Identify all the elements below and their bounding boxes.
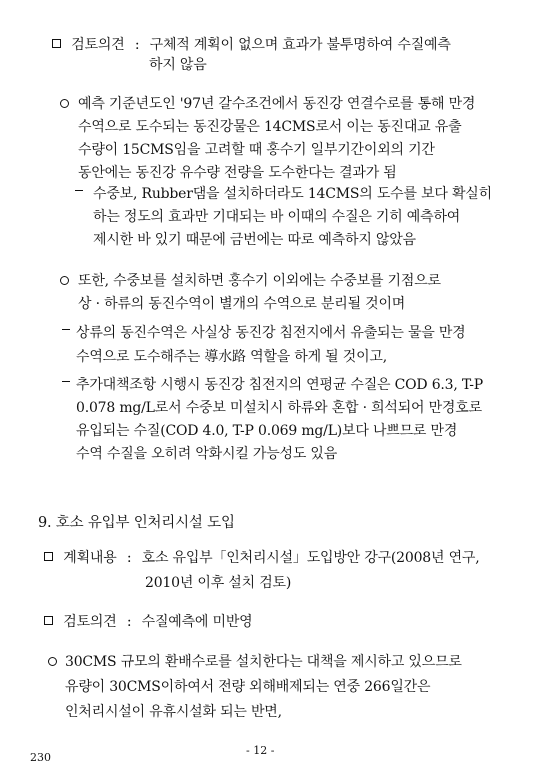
dash2-line-2: 수역으로 도수해주는 導水路 역할을 하게 될 것이고, — [76, 349, 387, 365]
bullet1-line-1: 예측 기준년도인 '97년 갈수조건에서 동진강 연결수로를 통해 만경 — [78, 96, 476, 112]
review2-colon: : — [126, 614, 132, 630]
review-opinion-2 — [44, 615, 252, 629]
plan-text-line-2: 2010년 이후 설치 검토) — [145, 575, 292, 591]
dash1-line-1: 수중보, Rubber댐을 설치하더라도 14CMS의 도수를 보다 확실히 — [93, 186, 492, 202]
checkbox-square-icon — [44, 552, 53, 561]
bullet1-line-2: 수역으로 도수되는 동진강물은 14CMS로서 이는 동진대교 유출 — [78, 119, 462, 135]
bullet3-line-1: 30CMS 규모의 환배수로를 설치한다는 대책을 제시하고 있으므로 — [65, 654, 462, 670]
plan-label: 계획내용 — [63, 550, 117, 566]
dash-bullet-icon — [62, 329, 70, 330]
dash2-line-1: 상류의 동진수역은 사실상 동진강 침전지에서 유출되는 물을 만경 — [76, 325, 466, 341]
checkbox-square-icon — [52, 39, 61, 48]
bullet3-line-3: 인처리시설이 유휴시설화 되는 반면, — [65, 704, 282, 720]
checkbox-square-icon — [44, 616, 53, 625]
section-heading: 9. 호소 유입부 인처리시설 도입 — [38, 515, 235, 531]
dash3-line-1: 추가대책조항 시행시 동진강 침전지의 연평균 수질은 COD 6.3, T-P — [76, 377, 483, 393]
bullet1-line-4: 동안에는 동진강 유수량 전량을 도수한다는 결과가 됨 — [78, 165, 397, 181]
bullet2-line-2: 상 · 하류의 동진수역이 별개의 수역으로 분리될 것이며 — [78, 296, 406, 312]
review-colon: : — [134, 37, 140, 53]
bullet2-line-1: 또한, 수중보를 설치하면 홍수기 이외에는 수중보를 기점으로 — [78, 273, 441, 289]
dash1-line-2: 하는 정도의 효과만 기대되는 바 이때의 수질은 기히 예측하여 — [93, 209, 461, 225]
circle-bullet-icon — [60, 99, 69, 108]
review-label: 검토의견 — [71, 37, 125, 53]
dash3-line-3: 유입되는 수질(COD 4.0, T-P 0.069 mg/L)보다 나쁘므로 만경 — [76, 423, 458, 439]
bullet1-line-3: 수량이 15CMS임을 고려할 때 홍수기 일부기간이외의 기간 — [78, 142, 435, 158]
circle-bullet-icon — [60, 276, 69, 285]
dash3-line-2: 0.078 mg/L로서 수중보 미설치시 하류와 혼합 · 희석되어 만경호로 — [76, 400, 482, 416]
dash-bullet-icon — [75, 190, 83, 191]
plan-colon: : — [126, 550, 132, 566]
plan-contents — [44, 550, 480, 591]
review2-text: 수질예측에 미반영 — [141, 614, 253, 630]
dash-bullet-icon — [62, 381, 70, 382]
review-text-line-1: 구체적 계획이 없으며 효과가 불투명하여 수질예측 — [149, 37, 451, 53]
bullet3-line-2: 유량이 30CMS이하여서 전량 외해배제되는 연중 266일간은 — [65, 679, 431, 695]
circle-bullet-icon — [48, 657, 57, 666]
review-text-line-2: 하지 않음 — [149, 57, 207, 73]
review2-label: 검토의견 — [63, 614, 117, 630]
page-number-left: 230 — [30, 751, 51, 764]
dash1-line-3: 제시한 바 있기 때문에 금번에는 따로 예측하지 않았음 — [93, 232, 416, 248]
review-opinion-1 — [52, 37, 451, 73]
page-number-center: - 12 - — [246, 744, 275, 757]
dash3-line-4: 수역 수질을 오히려 악화시킬 가능성도 있음 — [76, 446, 338, 462]
plan-text-line-1: 호소 유입부「인처리시설」도입방안 강구(2008년 연구, — [141, 550, 480, 566]
